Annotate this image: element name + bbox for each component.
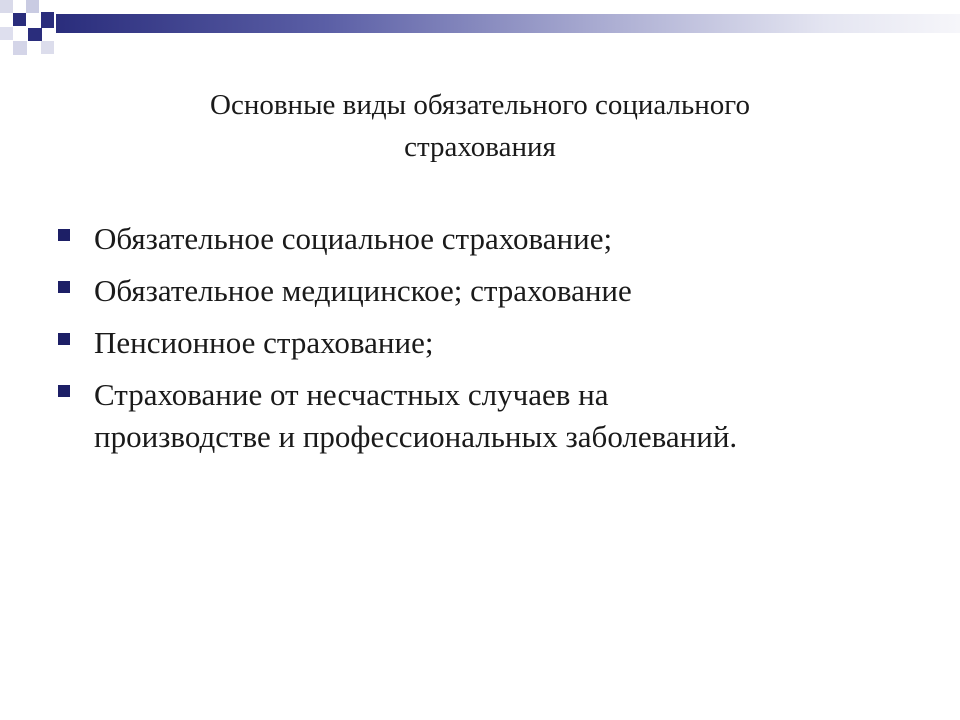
bullet-text-line: производстве и профессиональных заболеваний. — [94, 419, 738, 454]
bullet-list — [58, 218, 918, 468]
square-bullet-icon — [58, 281, 70, 293]
decor-square — [41, 41, 54, 54]
decor-square — [0, 27, 13, 40]
header-gradient-bar — [56, 14, 960, 33]
square-bullet-icon — [58, 333, 70, 345]
list-item — [58, 218, 918, 260]
slide-title — [80, 84, 880, 168]
decor-square — [13, 41, 27, 55]
slide-title-line: Основные виды обязательного социального — [210, 89, 750, 121]
list-item — [58, 374, 918, 458]
bullet-text — [94, 374, 737, 458]
bullet-text: Пенсионное страхование; — [94, 325, 434, 360]
square-bullet-icon — [58, 385, 70, 397]
bullet-text: Обязательное медицинское; страхование — [94, 273, 632, 308]
bullet-text: Обязательное социальное страхование; — [94, 221, 613, 256]
list-item — [58, 270, 918, 312]
bullet-text-line: Страхование от несчастных случаев на — [94, 377, 609, 412]
decor-square — [0, 0, 13, 13]
decor-square — [41, 12, 54, 28]
slide-title-line: страхования — [404, 131, 556, 163]
decor-square — [13, 13, 26, 26]
square-bullet-icon — [58, 229, 70, 241]
list-item — [58, 322, 918, 364]
decor-square — [28, 28, 42, 41]
decor-square — [26, 0, 39, 13]
